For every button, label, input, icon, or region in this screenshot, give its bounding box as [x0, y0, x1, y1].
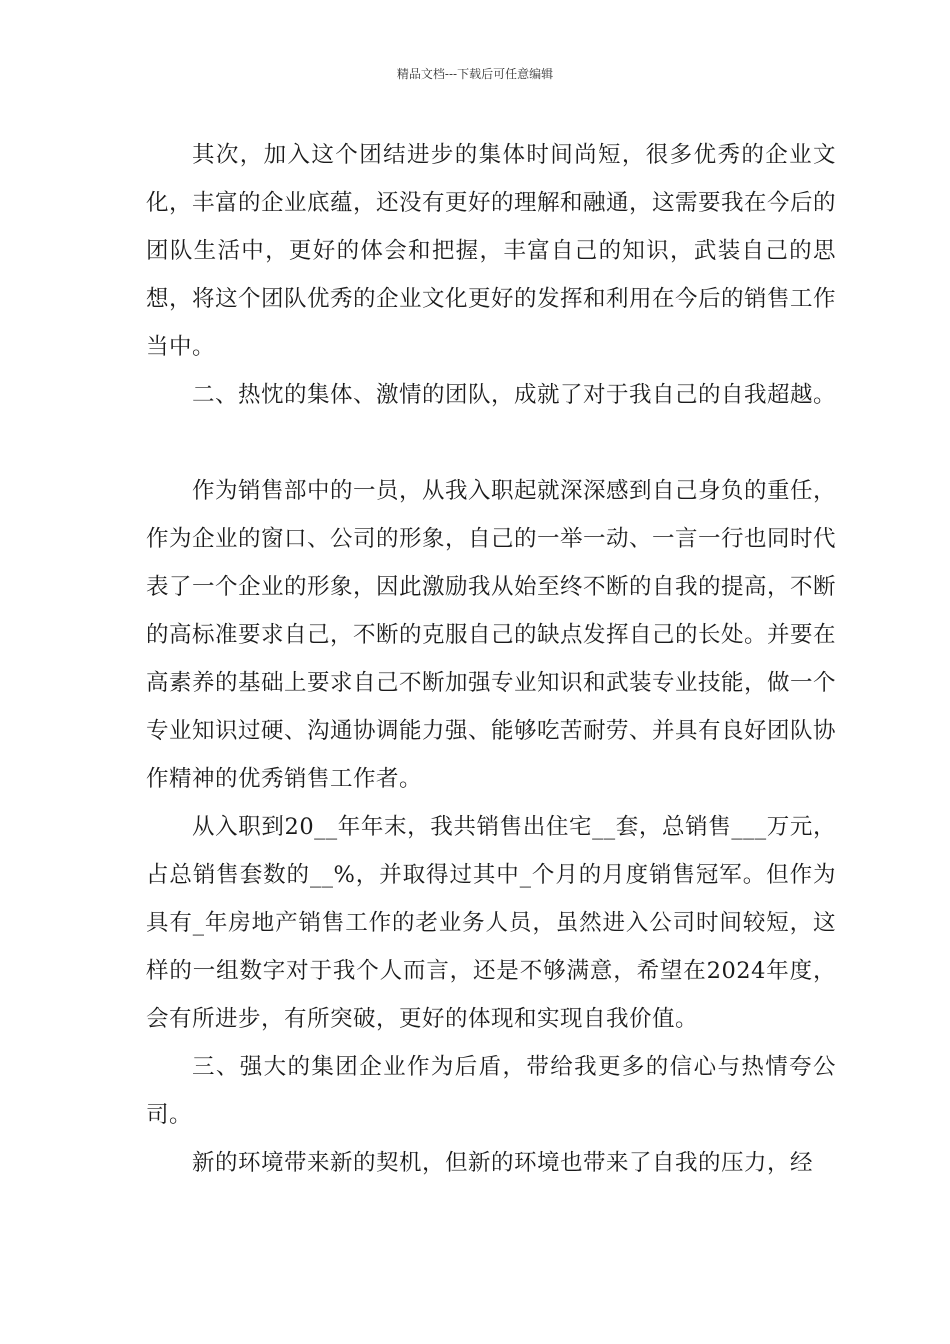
section-heading-2: 二、热忱的集体、激情的团队，成就了对于我自己的自我超越。 [192, 382, 837, 408]
paragraph-responsibility: 作为销售部中的一员，从我入职起就深深感到自己身负的重任，作为企业的窗口、公司的形象，自己的一举一动、一言一行也同时代表了一个企业的形象，因此激励我从始至终不断的自我的提高，不断的高标准要求自己，不断的克服自己的缺点发挥自己的长处。并要在高素养的基础上要求自己不断加强专业知识和武装专业技能，做一个专业知识过硬、沟通协调能力强、能够吃苦耐劳、并具有良好团队协作精神的优秀销售工作者。 [146, 478, 837, 792]
section-heading-3: 三、强大的集团企业作为后盾，带给我更多的信心与热情夸公司。 [146, 1054, 836, 1128]
page-header: 精品文档---下载后可任意编辑 [396, 67, 554, 81]
paragraph-new-environment: 新的环境带来新的契机，但新的环境也带来了自我的压力，经 [192, 1150, 814, 1176]
document-body [146, 131, 836, 1187]
paragraph-culture: 其次，加入这个团结进步的集体时间尚短，很多优秀的企业文化，丰富的企业底蕴，还没有更好的理解和融通，这需要我在今后的团队生活中，更好的体会和把握，丰富自己的知识，武装自己的思想，将这个团队优秀的企业文化更好的发挥和利用在今后的销售工作当中。 [146, 142, 837, 360]
paragraph-sales-figures: 从入职到20__年年末，我共销售出住宅__套，总销售___万元，占总销售套数的__%，并取得过其中_个月的月度销售冠军。但作为具有_年房地产销售工作的老业务人员，虽然进入公司时间较短，这样的一组数字对于我个人而言，还是不够满意，希望在2024年度，会有所进步，有所突破，更好的体现和实现自我价值。 [146, 814, 836, 1032]
